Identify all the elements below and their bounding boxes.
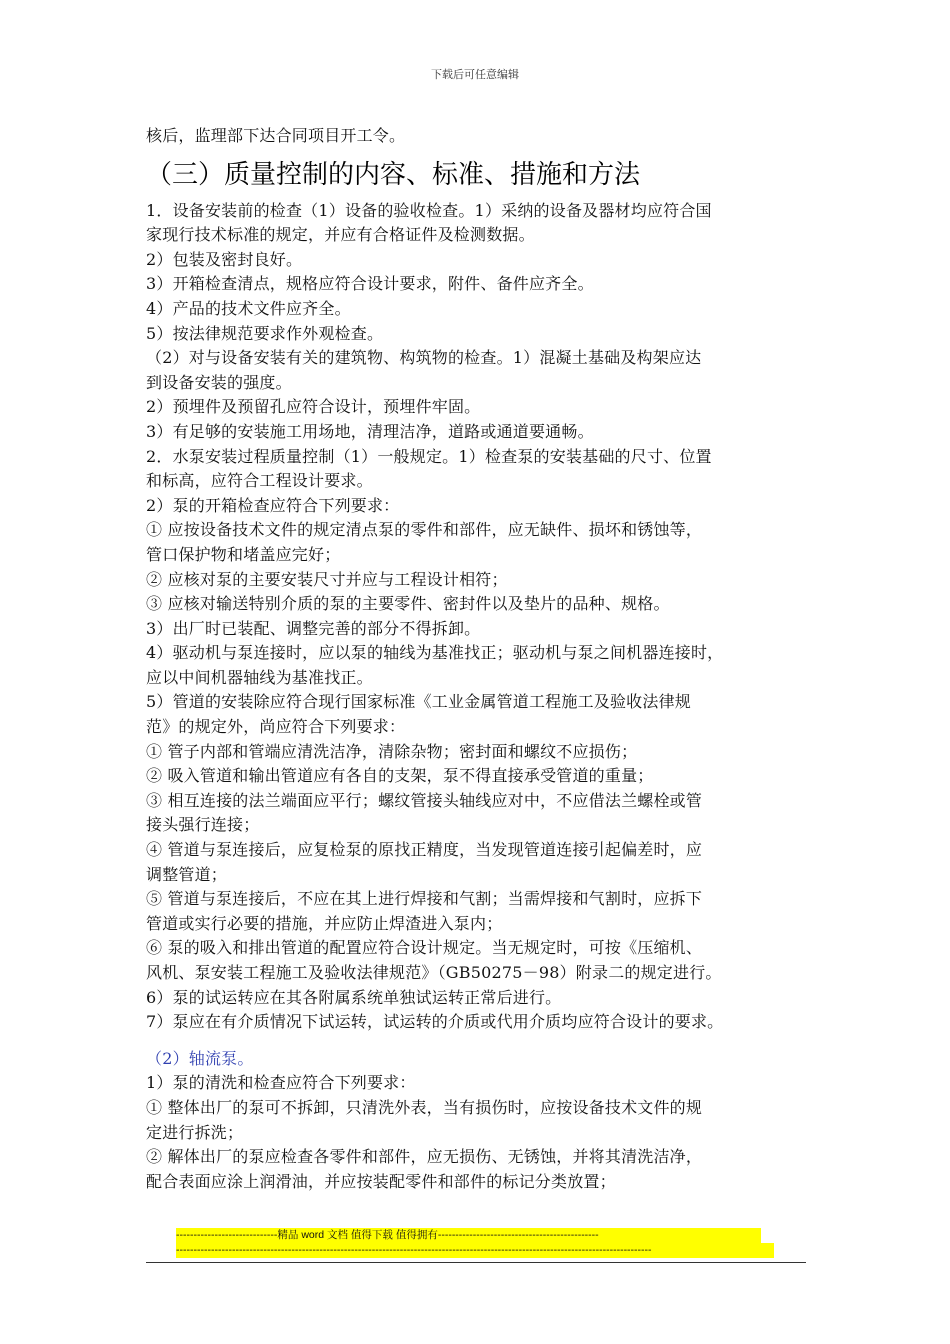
paragraph-line: 家现行技术标准的规定，并应有合格证件及检测数据。 — [146, 225, 535, 245]
paragraph-line: 3）有足够的安装施工用场地，清理洁净，道路或通道要通畅。 — [146, 421, 594, 441]
paragraph-line: ② 解体出厂的泵应检查各零件和部件，应无损伤、无锈蚀，并将其清洗洁净， — [146, 1147, 703, 1167]
paragraph-line: ⑥ 泵的吸入和排出管道的配置应符合设计规定。当无规定时，可按《压缩机、 — [146, 938, 703, 958]
paragraph-line: ① 应按设备技术文件的规定清点泵的零件和部件，应无缺件、损坏和锈蚀等， — [146, 520, 703, 540]
paragraph-line: 核后，监理部下达合同项目开工令。 — [146, 126, 406, 145]
paragraph-line: 2）预埋件及预留孔应符合设计，预埋件牢固。 — [146, 397, 481, 417]
paragraph-group — [146, 1071, 826, 1194]
paragraph-line: ④ 管道与泵连接后，应复检泵的原找正精度，当发现管道连接引起偏差时，应 — [146, 840, 703, 860]
footer-divider-text: ---------------------------------------------------------------------------------------------------------------------------------------- — [176, 1243, 774, 1258]
document-body — [146, 124, 826, 1194]
paragraph-line: 风机、泵安装工程施工及验收法律规范》（GB50275－98）附录二的规定进行。 — [146, 963, 722, 982]
paragraph-line: 接头强行连接； — [146, 815, 260, 835]
paragraph-line: 管口保护物和堵盖应完好； — [146, 544, 341, 564]
paragraph-line: 1．设备安装前的检查（1）设备的验收检查。1）采纳的设备及器材均应符合国 — [146, 200, 712, 220]
paragraph-line: 2）包装及密封良好。 — [146, 249, 303, 269]
paragraph-spacer — [146, 1035, 826, 1047]
paragraph-line: ① 管子内部和管端应清洗洁净，清除杂物；密封面和螺纹不应损伤； — [146, 741, 638, 761]
paragraph-line: 管道或实行必要的措施，并应防止焊渣进入泵内； — [146, 913, 503, 933]
footer-banner: -----------------------------精品 word 文档 值得下载 值得拥有---------------------------------------------- — [176, 1228, 761, 1243]
paragraph-line: ② 吸入管道和输出管道应有各自的支架，泵不得直接承受管道的重量； — [146, 766, 654, 786]
paragraph-line: 到设备安装的强度。 — [146, 372, 292, 392]
paragraph-line: 配合表面应涂上润滑油，并应按装配零件和部件的标记分类放置； — [146, 1171, 616, 1191]
paragraph-line: 2．水泵安装过程质量控制（1）一般规定。1）检查泵的安装基础的尺寸、位置 — [146, 446, 712, 466]
paragraph-line: 应以中间机器轴线为基准找正。 — [146, 667, 373, 687]
paragraph-line: 2）泵的开箱检查应符合下列要求： — [146, 495, 400, 515]
paragraph-line: 调整管道； — [146, 864, 228, 884]
paragraph-line: ③ 相互连接的法兰端面应平行；螺纹管接头轴线应对中，不应借法兰螺栓或管 — [146, 790, 703, 810]
paragraph-group — [146, 199, 826, 1035]
page-footer — [176, 1228, 776, 1258]
paragraph-line: 定进行拆洗； — [146, 1122, 244, 1142]
page-header: 下载后可任意编辑 — [431, 68, 519, 81]
subsection-heading: （2）轴流泵。 — [146, 1048, 254, 1068]
paragraph-line: 3）开箱检查清点，规格应符合设计要求，附件、备件应齐全。 — [146, 274, 594, 294]
paragraph-line: 7）泵应在有介质情况下试运转，试运转的介质或代用介质均应符合设计的要求。 — [146, 1012, 724, 1032]
section-heading: （三）质量控制的内容、标准、措施和方法 — [146, 159, 641, 190]
paragraph-line: 1）泵的清洗和检查应符合下列要求： — [146, 1073, 416, 1093]
paragraph-line: 6）泵的试运转应在其各附属系统单独试运转正常后进行。 — [146, 987, 562, 1007]
paragraph-line: 5）按法律规范要求作外观检查。 — [146, 323, 384, 343]
paragraph-line: ① 整体出厂的泵可不拆卸，只清洗外表，当有损伤时，应按设备技术文件的规 — [146, 1097, 703, 1117]
paragraph-line: 4）驱动机与泵连接时，应以泵的轴线为基准找正；驱动机与泵之间机器连接时， — [146, 643, 724, 663]
paragraph-line: 3）出厂时已装配、调整完善的部分不得拆卸。 — [146, 618, 481, 638]
paragraph-line: 5）管道的安装除应符合现行国家标准《工业金属管道工程施工及验收法律规 — [146, 692, 691, 712]
paragraph-line: 范》的规定外，尚应符合下列要求： — [146, 717, 406, 737]
paragraph-line: （2）对与设备安装有关的建筑物、构筑物的检查。1）混凝土基础及构架应达 — [146, 348, 702, 368]
footer-rule — [146, 1262, 806, 1263]
paragraph-line: ② 应核对泵的主要安装尺寸并应与工程设计相符； — [146, 569, 508, 589]
paragraph-line: 4）产品的技术文件应齐全。 — [146, 298, 351, 318]
paragraph-line: 和标高，应符合工程设计要求。 — [146, 471, 373, 491]
paragraph-line: ③ 应核对输送特别介质的泵的主要零件、密封件以及垫片的品种、规格。 — [146, 594, 670, 614]
paragraph-line: ⑤ 管道与泵连接后，不应在其上进行焊接和气割；当需焊接和气割时，应拆下 — [146, 889, 703, 909]
